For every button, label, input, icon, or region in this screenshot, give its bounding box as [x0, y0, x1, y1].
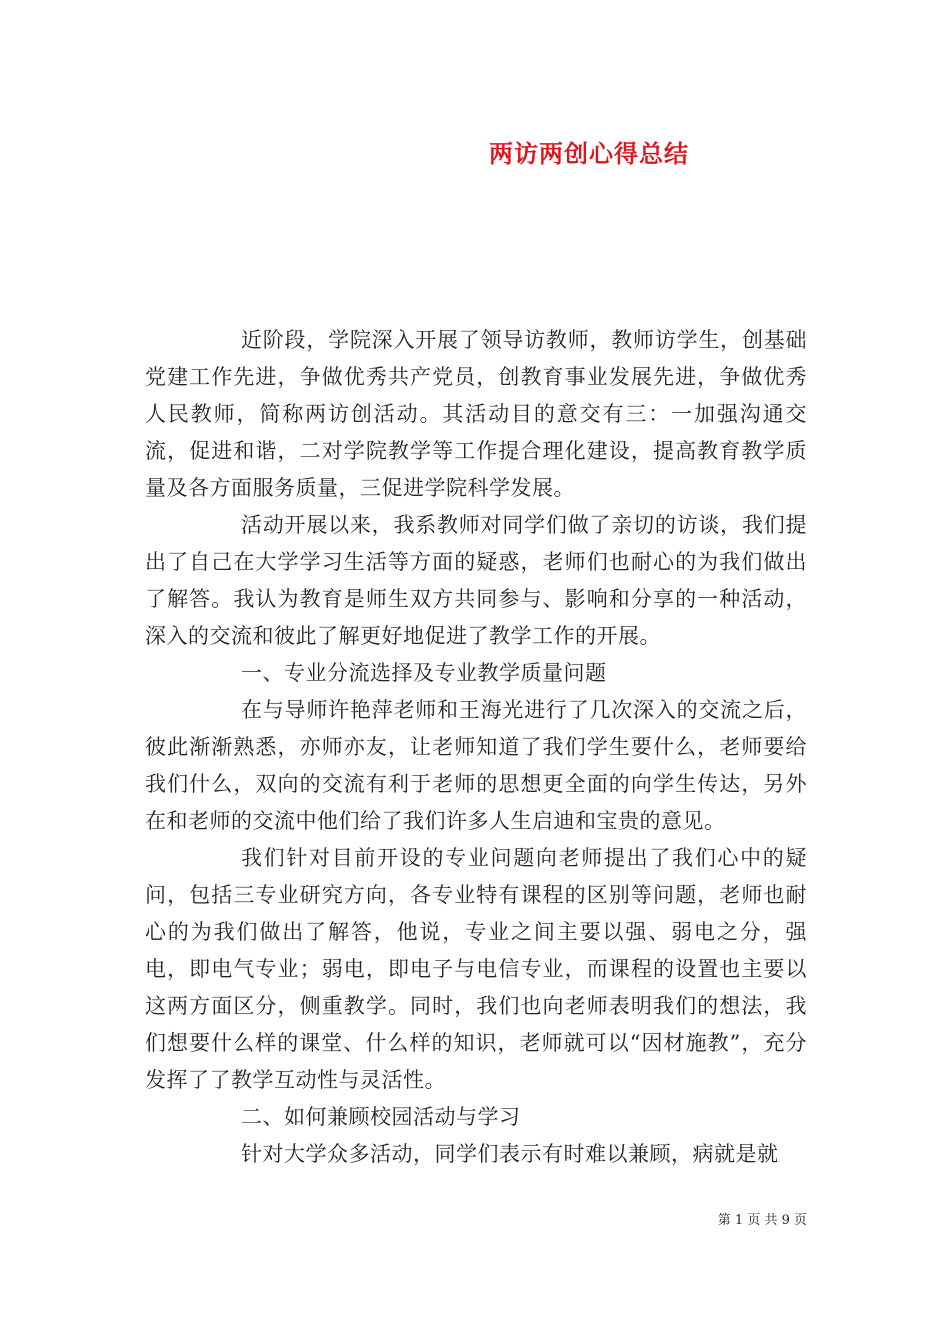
paragraph-activity: 活动开展以来，我系教师对同学们做了亲切的访谈，我们提出了自己在大学学习生活等方面的疑惑，老师们也耐心的为我们做出了解答。我认为教育是师生双方共同参与、影响和分享的一种活动，深入的交流和彼此了解更好地促进了教学工作的开展。	[145, 513, 807, 648]
paragraph-major-questions: 我们针对目前开设的专业问题向老师提出了我们心中的疑问，包括三专业研究方向，各专业特有课程的区别等问题，老师也耐心的为我们做出了解答，他说，专业之间主要以强、弱电之分，强电，即电气专业；弱电，即电子与电信专业，而课程的设置也主要以这两方面区分，侧重教学。同时，我们也向老师表明我们的想法，我们想要什么样的课堂、什么样的知识，老师就可以“因材施教”，充分发挥了了教学互动性与灵活性。	[145, 846, 807, 1092]
section-heading-2: 二、如何兼顾校园活动与学习	[241, 1105, 521, 1129]
paragraph-campus-activities: 针对大学众多活动，同学们表示有时难以兼顾，病就是就	[241, 1142, 779, 1166]
section-heading-1: 一、专业分流选择及专业教学质量问题	[241, 661, 607, 685]
paragraph-mentor-exchange: 在与导师许艳萍老师和王海光进行了几次深入的交流之后，彼此渐渐熟悉，亦师亦友，让老师知道了我们学生要什么，老师要给我们什么，双向的交流有利于老师的思想更全面的向学生传达，另外在和老师的交流中他们给了我们许多人生启迪和宝贵的意见。	[145, 698, 807, 833]
page-number: 第 1 页 共 9 页	[717, 1213, 807, 1228]
document-title: 两访两创心得总结	[489, 139, 689, 168]
paragraph-intro: 近阶段，学院深入开展了领导访教师，教师访学生，创基础党建工作先进，争做优秀共产党员，创教育事业发展先进，争做优秀人民教师，简称两访创活动。其活动目的意交有三：一加强沟通交流，促进和谐，二对学院教学等工作提合理化建设，提高教育教学质量及各方面服务质量，三促进学院科学发展。	[145, 328, 807, 500]
document-body	[145, 322, 807, 1173]
